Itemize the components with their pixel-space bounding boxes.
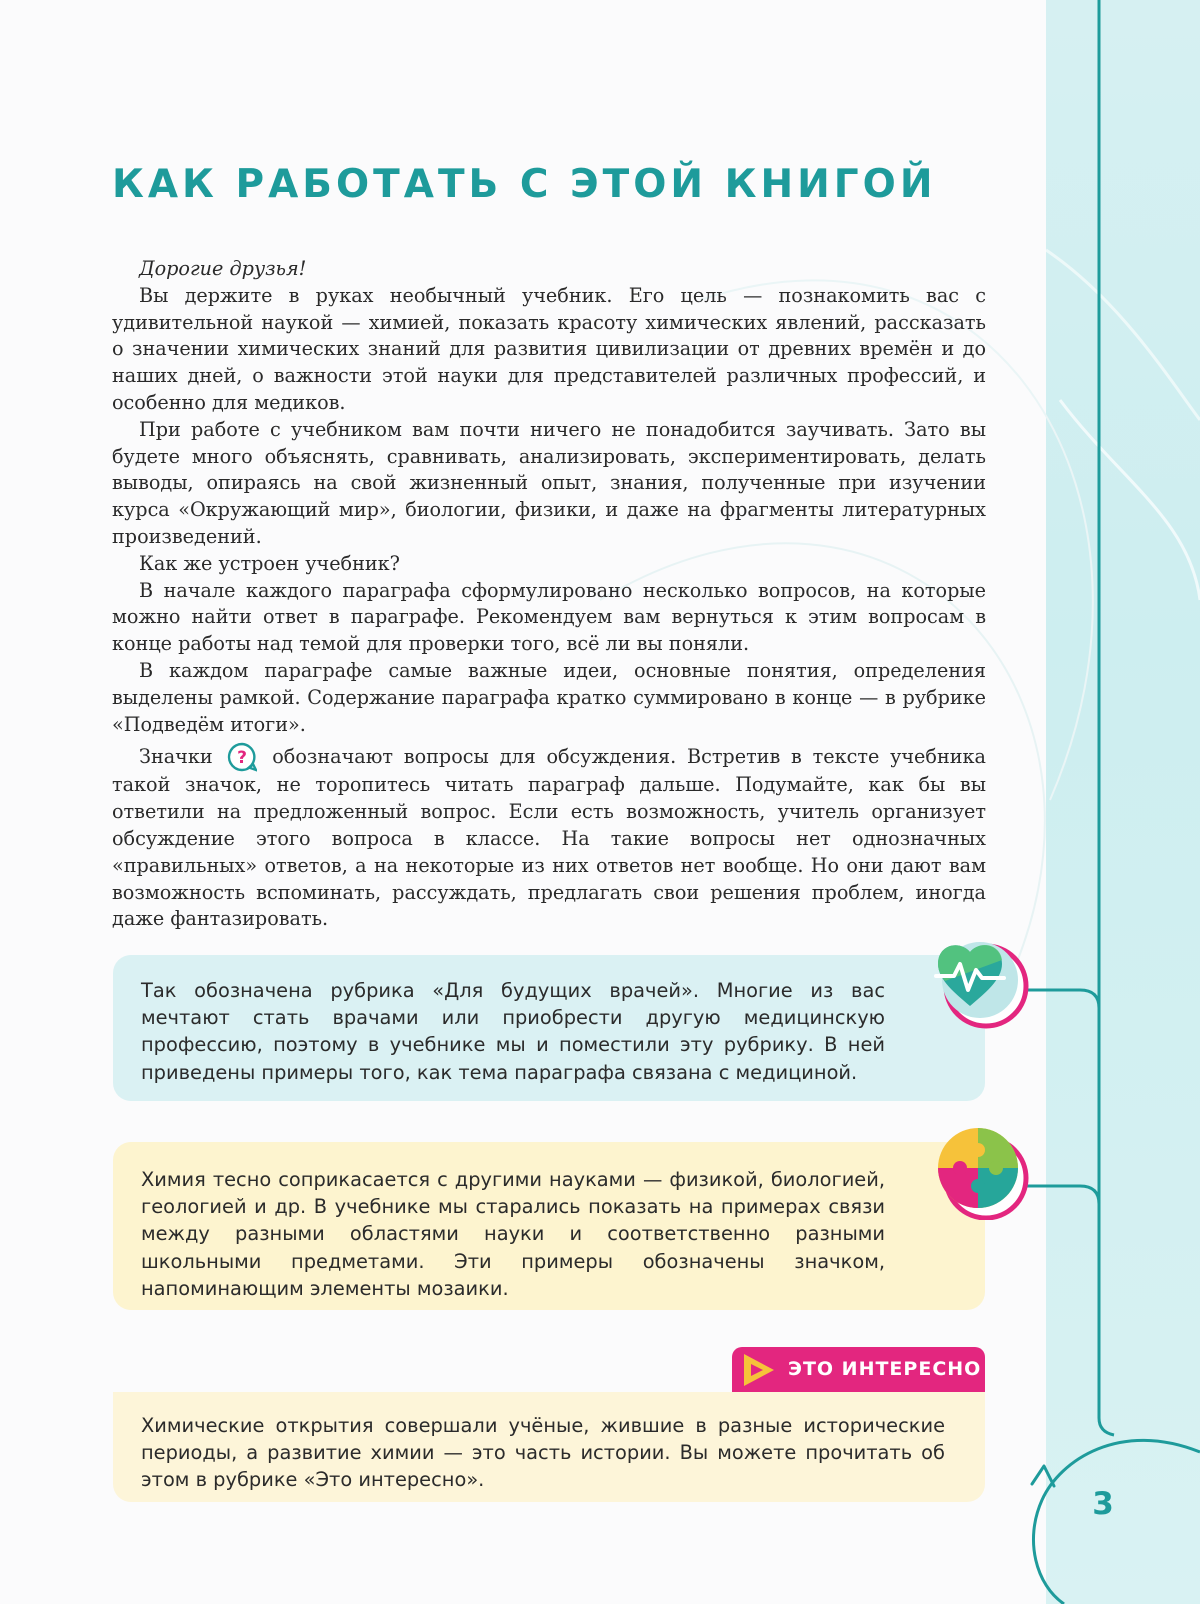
greeting: Дорогие друзья! <box>139 257 307 280</box>
paragraph-rest: обозначают вопросы для обсуждения. Встретив в тексте учебника такой значок, не торопитесь читать параграф дальше. Подумайте, как бы вы ответили на предложенный вопрос. Если есть возможность, учитель организует обсуждение этого вопроса в классе. На такие вопросы нет однозначных «правильных» ответов, а на некоторые из них ответов нет вообще. Но они дают вам возможность вспоминать, рассуждать, предлагать свои решения проблем, иногда даже фантазировать. <box>112 745 986 931</box>
page-number: 3 <box>1092 1486 1114 1522</box>
mosaic-rubric-text: Химия тесно соприкасается с другими науками — физикой, биологией, геологией и др. В учебнике мы старались показать на примерах связи между разными областями науки и соответственно разными школьными предметами. Эти примеры обозначены значком, напоминающим элементы мозаики. <box>141 1168 885 1300</box>
page-title: КАК РАБОТАТЬ С ЭТОЙ КНИГОЙ <box>112 162 937 207</box>
play-arrow-icon <box>742 1352 776 1388</box>
paragraph: В каждом параграфе самые важные идеи, основные понятия, определения выделены рамкой. Содержание параграфа кратко суммировано в конце — в рубрике «Подведём итоги». <box>112 658 986 736</box>
interesting-rubric-text: Химические открытия совершали учёные, жившие в разные исторические периоды, а развитие химии — это часть истории. Вы можете прочитать об этом в рубрике «Это интересно». <box>141 1414 945 1492</box>
mosaic-rubric-box <box>113 1142 985 1310</box>
heart-pulse-icon <box>930 930 1030 1030</box>
paragraph: Вы держите в руках необычный учебник. Его цель — познакомить вас с удивительной наукой — химией, показать красоту химических явлений, рассказать о значении химических знаний для развития цивилизации от древних времён и до наших дней, о важности этой науки для представителей различных профессий, и особенно для медиков. <box>112 283 986 414</box>
paragraph-lead: Значки <box>139 745 213 769</box>
medicine-rubric-box <box>113 955 985 1101</box>
question-bubble-icon <box>227 742 257 772</box>
svg-text:?: ? <box>237 748 248 769</box>
paragraph: При работе с учебником вам почти ничего не понадобится заучивать. Зато вы будете много объяснять, сравнивать, анализировать, экспериментировать, делать выводы, опираясь на свой жизненный опыт, знания, полученные при изучении курса «Окружающий мир», биологии, физики, и даже на фрагменты литературных произведений. <box>112 417 986 548</box>
paragraph: В начале каждого параграфа сформулировано несколько вопросов, на которые можно найти ответ в параграфе. Рекомендуем вам вернуться к этим вопросам в конце работы над темой для проверки того, всё ли вы поняли. <box>112 578 986 656</box>
interesting-badge-label: ЭТО ИНТЕРЕСНО <box>788 1358 982 1380</box>
medicine-rubric-text: Так обозначена рубрика «Для будущих врачей». Многие из вас мечтают стать врачами или приобрести другую медицинскую профессию, поэтому в учебнике мы и поместили эту рубрику. В ней приведены примеры того, как тема параграфа связана с медициной. <box>141 979 885 1084</box>
paragraph <box>112 742 986 933</box>
mosaic-puzzle-icon <box>930 1120 1030 1220</box>
intro-text <box>112 256 986 933</box>
interesting-rubric-box <box>113 1392 985 1502</box>
paragraph: Как же устроен учебник? <box>139 551 400 575</box>
interesting-badge <box>732 1347 985 1392</box>
